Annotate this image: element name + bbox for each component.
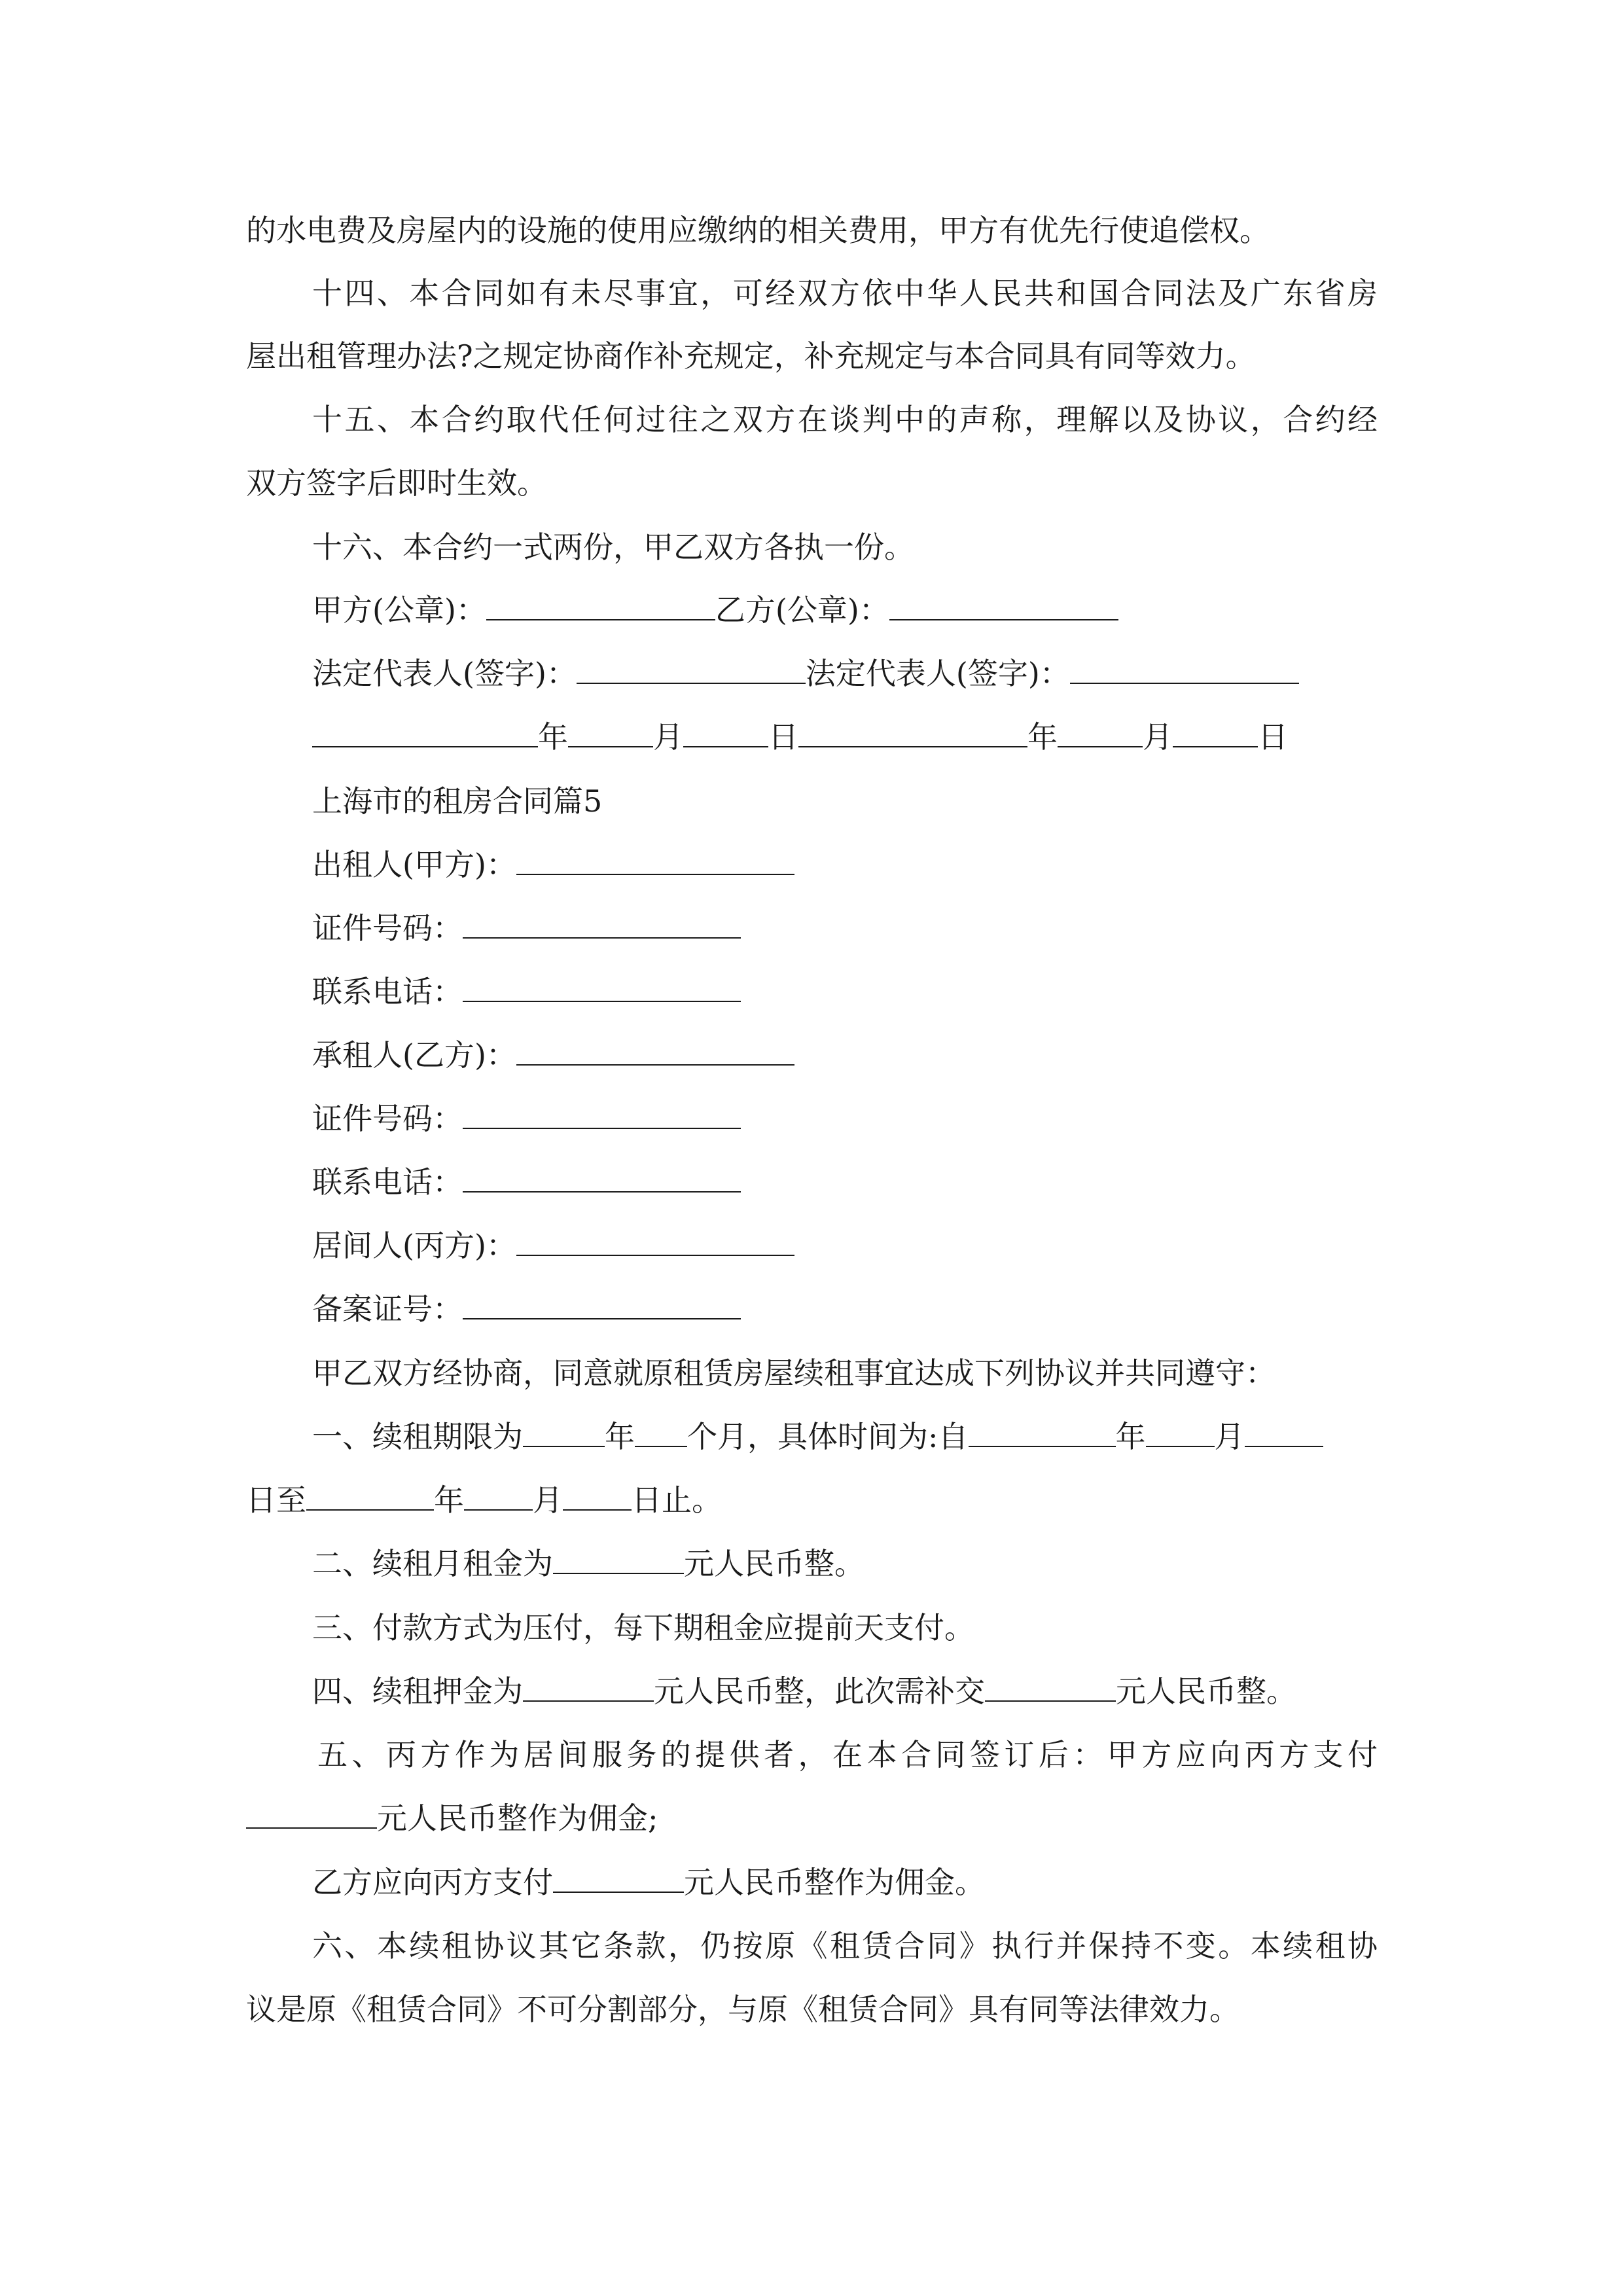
term-months-blank[interactable] — [635, 1418, 687, 1447]
item-4-text: 四、续租押金为 — [312, 1674, 523, 1709]
phone-b-row — [312, 1162, 741, 1202]
item-2 — [312, 1544, 865, 1583]
seal-row — [312, 590, 1118, 630]
party-a-seal-blank[interactable] — [486, 592, 715, 620]
year-label: 年 — [538, 719, 568, 755]
paragraph-text: 屋出租管理办法?之规定协商作补充规定，补充规定与本合同具有同等效力。 — [246, 338, 1256, 374]
year-label: 年 — [1027, 719, 1058, 755]
end-month-blank[interactable] — [464, 1482, 533, 1511]
phone-b-label: 联系电话： — [312, 1164, 463, 1200]
legal-rep-b-label: 法定代表人(签字)： — [805, 656, 1070, 691]
day-label: 日 — [768, 719, 798, 755]
item-5-text: 乙方应向丙方支付 — [312, 1865, 553, 1900]
item-5-text: 元人民币整作为佣金; — [377, 1801, 658, 1836]
phone-b-blank[interactable] — [463, 1164, 741, 1193]
item-1-text: 日至 — [246, 1482, 306, 1518]
end-year-blank[interactable] — [306, 1482, 434, 1511]
item-2-text: 元人民币整。 — [684, 1546, 865, 1581]
filing-number-row — [312, 1289, 741, 1329]
start-day-blank[interactable] — [1245, 1418, 1323, 1447]
date-a-blank[interactable] — [312, 719, 538, 747]
start-month-blank[interactable] — [1146, 1418, 1215, 1447]
item-5-line1 — [317, 1735, 1378, 1774]
paragraph-text: 十四、本合同如有未尽事宜，可经双方依中华人民共和国合同法及广东省房 — [312, 276, 1378, 311]
lessor-label: 出租人(甲方)： — [312, 847, 516, 882]
broker-blank[interactable] — [516, 1227, 794, 1256]
item-6-line2 — [246, 1990, 1240, 2029]
month-label: 月 — [653, 719, 683, 755]
clause-14-line2 — [246, 336, 1256, 376]
term-years-blank[interactable] — [523, 1418, 605, 1447]
month-label: 月 — [1143, 719, 1173, 755]
start-year-blank[interactable] — [969, 1418, 1116, 1447]
item-1-text: 个月，具体时间为:自 — [687, 1419, 969, 1454]
item-5-line2 — [246, 1799, 658, 1838]
lessee-blank[interactable] — [516, 1037, 794, 1066]
date-row — [312, 717, 1288, 757]
party-b-seal-blank[interactable] — [889, 592, 1118, 620]
party-b-seal-label: 乙方(公章)： — [715, 592, 889, 628]
item-5-text: 五、丙方作为居间服务的提供者，在本合同签订后：甲方应向丙方支付 — [317, 1737, 1378, 1772]
item-4-text: 元人民币整，此次需补交 — [654, 1674, 985, 1709]
paragraph-text: 双方签字后即时生效。 — [246, 465, 547, 501]
lessor-row — [312, 845, 794, 884]
paragraph-text: 十五、本合约取代任何过往之双方在谈判中的声称，理解以及协议，合约经 — [312, 402, 1378, 437]
intro-text: 甲乙双方经协商，同意就原租赁房屋续租事宜达成下列协议并共同遵守： — [312, 1355, 1275, 1391]
supplement-blank[interactable] — [985, 1673, 1116, 1702]
clause-15-line1 — [312, 400, 1378, 439]
month-a-blank[interactable] — [568, 719, 653, 747]
item-1-line1 — [312, 1417, 1323, 1456]
id-number-a-row — [312, 908, 741, 948]
lessee-label: 承租人(乙方)： — [312, 1037, 516, 1073]
item-4-text: 元人民币整。 — [1116, 1674, 1296, 1709]
item-5-text: 元人民币整作为佣金。 — [684, 1865, 985, 1900]
phone-a-label: 联系电话： — [312, 974, 463, 1009]
id-number-b-blank[interactable] — [463, 1100, 741, 1129]
day-b-blank[interactable] — [1173, 719, 1258, 747]
item-1-year: 年 — [434, 1482, 464, 1518]
item-3-text: 三、付款方式为压付，每下期租金应提前天支付。 — [312, 1610, 974, 1645]
item-1-year: 年 — [1115, 1419, 1146, 1454]
month-b-blank[interactable] — [1058, 719, 1143, 747]
item-1-month: 月 — [1214, 1419, 1245, 1454]
item-4 — [312, 1672, 1296, 1711]
legal-rep-row — [312, 654, 1299, 693]
item-3 — [312, 1608, 974, 1647]
commission-a-blank[interactable] — [246, 1800, 377, 1829]
party-a-seal-label: 甲方(公章)： — [312, 592, 486, 628]
id-number-a-blank[interactable] — [463, 910, 741, 939]
day-label: 日 — [1258, 719, 1288, 755]
filing-number-label: 备案证号： — [312, 1291, 463, 1327]
deposit-blank[interactable] — [523, 1673, 654, 1702]
broker-label: 居间人(丙方)： — [312, 1228, 516, 1263]
lessor-blank[interactable] — [516, 846, 794, 875]
paragraph-text: 十六、本合约一式两份，甲乙双方各执一份。 — [312, 529, 914, 565]
clause-15-line2 — [246, 463, 547, 503]
clause-14-line1 — [312, 274, 1378, 313]
item-1-text: 一、续租期限为 — [312, 1419, 523, 1454]
end-day-blank[interactable] — [563, 1482, 632, 1511]
filing-number-blank[interactable] — [463, 1291, 741, 1319]
phone-a-blank[interactable] — [463, 973, 741, 1002]
commission-b-blank[interactable] — [553, 1864, 684, 1893]
item-1-line2 — [246, 1480, 722, 1520]
item-1-text: 日止。 — [632, 1482, 722, 1518]
section-5-title: 上海市的租房合同篇5 — [312, 783, 603, 819]
clause-16 — [312, 528, 914, 567]
id-number-b-label: 证件号码： — [312, 1101, 463, 1136]
item-6-text: 六、本续租协议其它条款，仍按原《租赁合同》执行并保持不变。本续租协 — [312, 1928, 1378, 1964]
monthly-rent-blank[interactable] — [553, 1545, 684, 1574]
legal-rep-b-blank[interactable] — [1070, 655, 1299, 684]
day-a-blank[interactable] — [683, 719, 768, 747]
paragraph-top — [246, 211, 1377, 250]
item-2-text: 二、续租月租金为 — [312, 1546, 553, 1581]
item-1-year: 年 — [605, 1419, 635, 1454]
id-number-a-label: 证件号码： — [312, 910, 463, 946]
paragraph-text: 的水电费及房屋内的设施的使用应缴纳的相关费用，甲方有优先行使追偿权。 — [246, 213, 1270, 248]
lessee-row — [312, 1035, 794, 1075]
item-5-line3 — [312, 1863, 985, 1902]
item-6-text: 议是原《租赁合同》不可分割部分，与原《租赁合同》具有同等法律效力。 — [246, 1992, 1240, 2027]
broker-row — [312, 1226, 794, 1265]
legal-rep-a-blank[interactable] — [577, 655, 806, 684]
intro-row — [312, 1354, 1275, 1393]
legal-rep-a-label: 法定代表人(签字)： — [312, 656, 577, 691]
phone-a-row — [312, 972, 741, 1011]
date-b-blank[interactable] — [798, 719, 1027, 747]
section-title — [312, 781, 602, 821]
id-number-b-row — [312, 1099, 741, 1138]
item-6-line1 — [312, 1926, 1378, 1965]
item-1-month: 月 — [533, 1482, 563, 1518]
